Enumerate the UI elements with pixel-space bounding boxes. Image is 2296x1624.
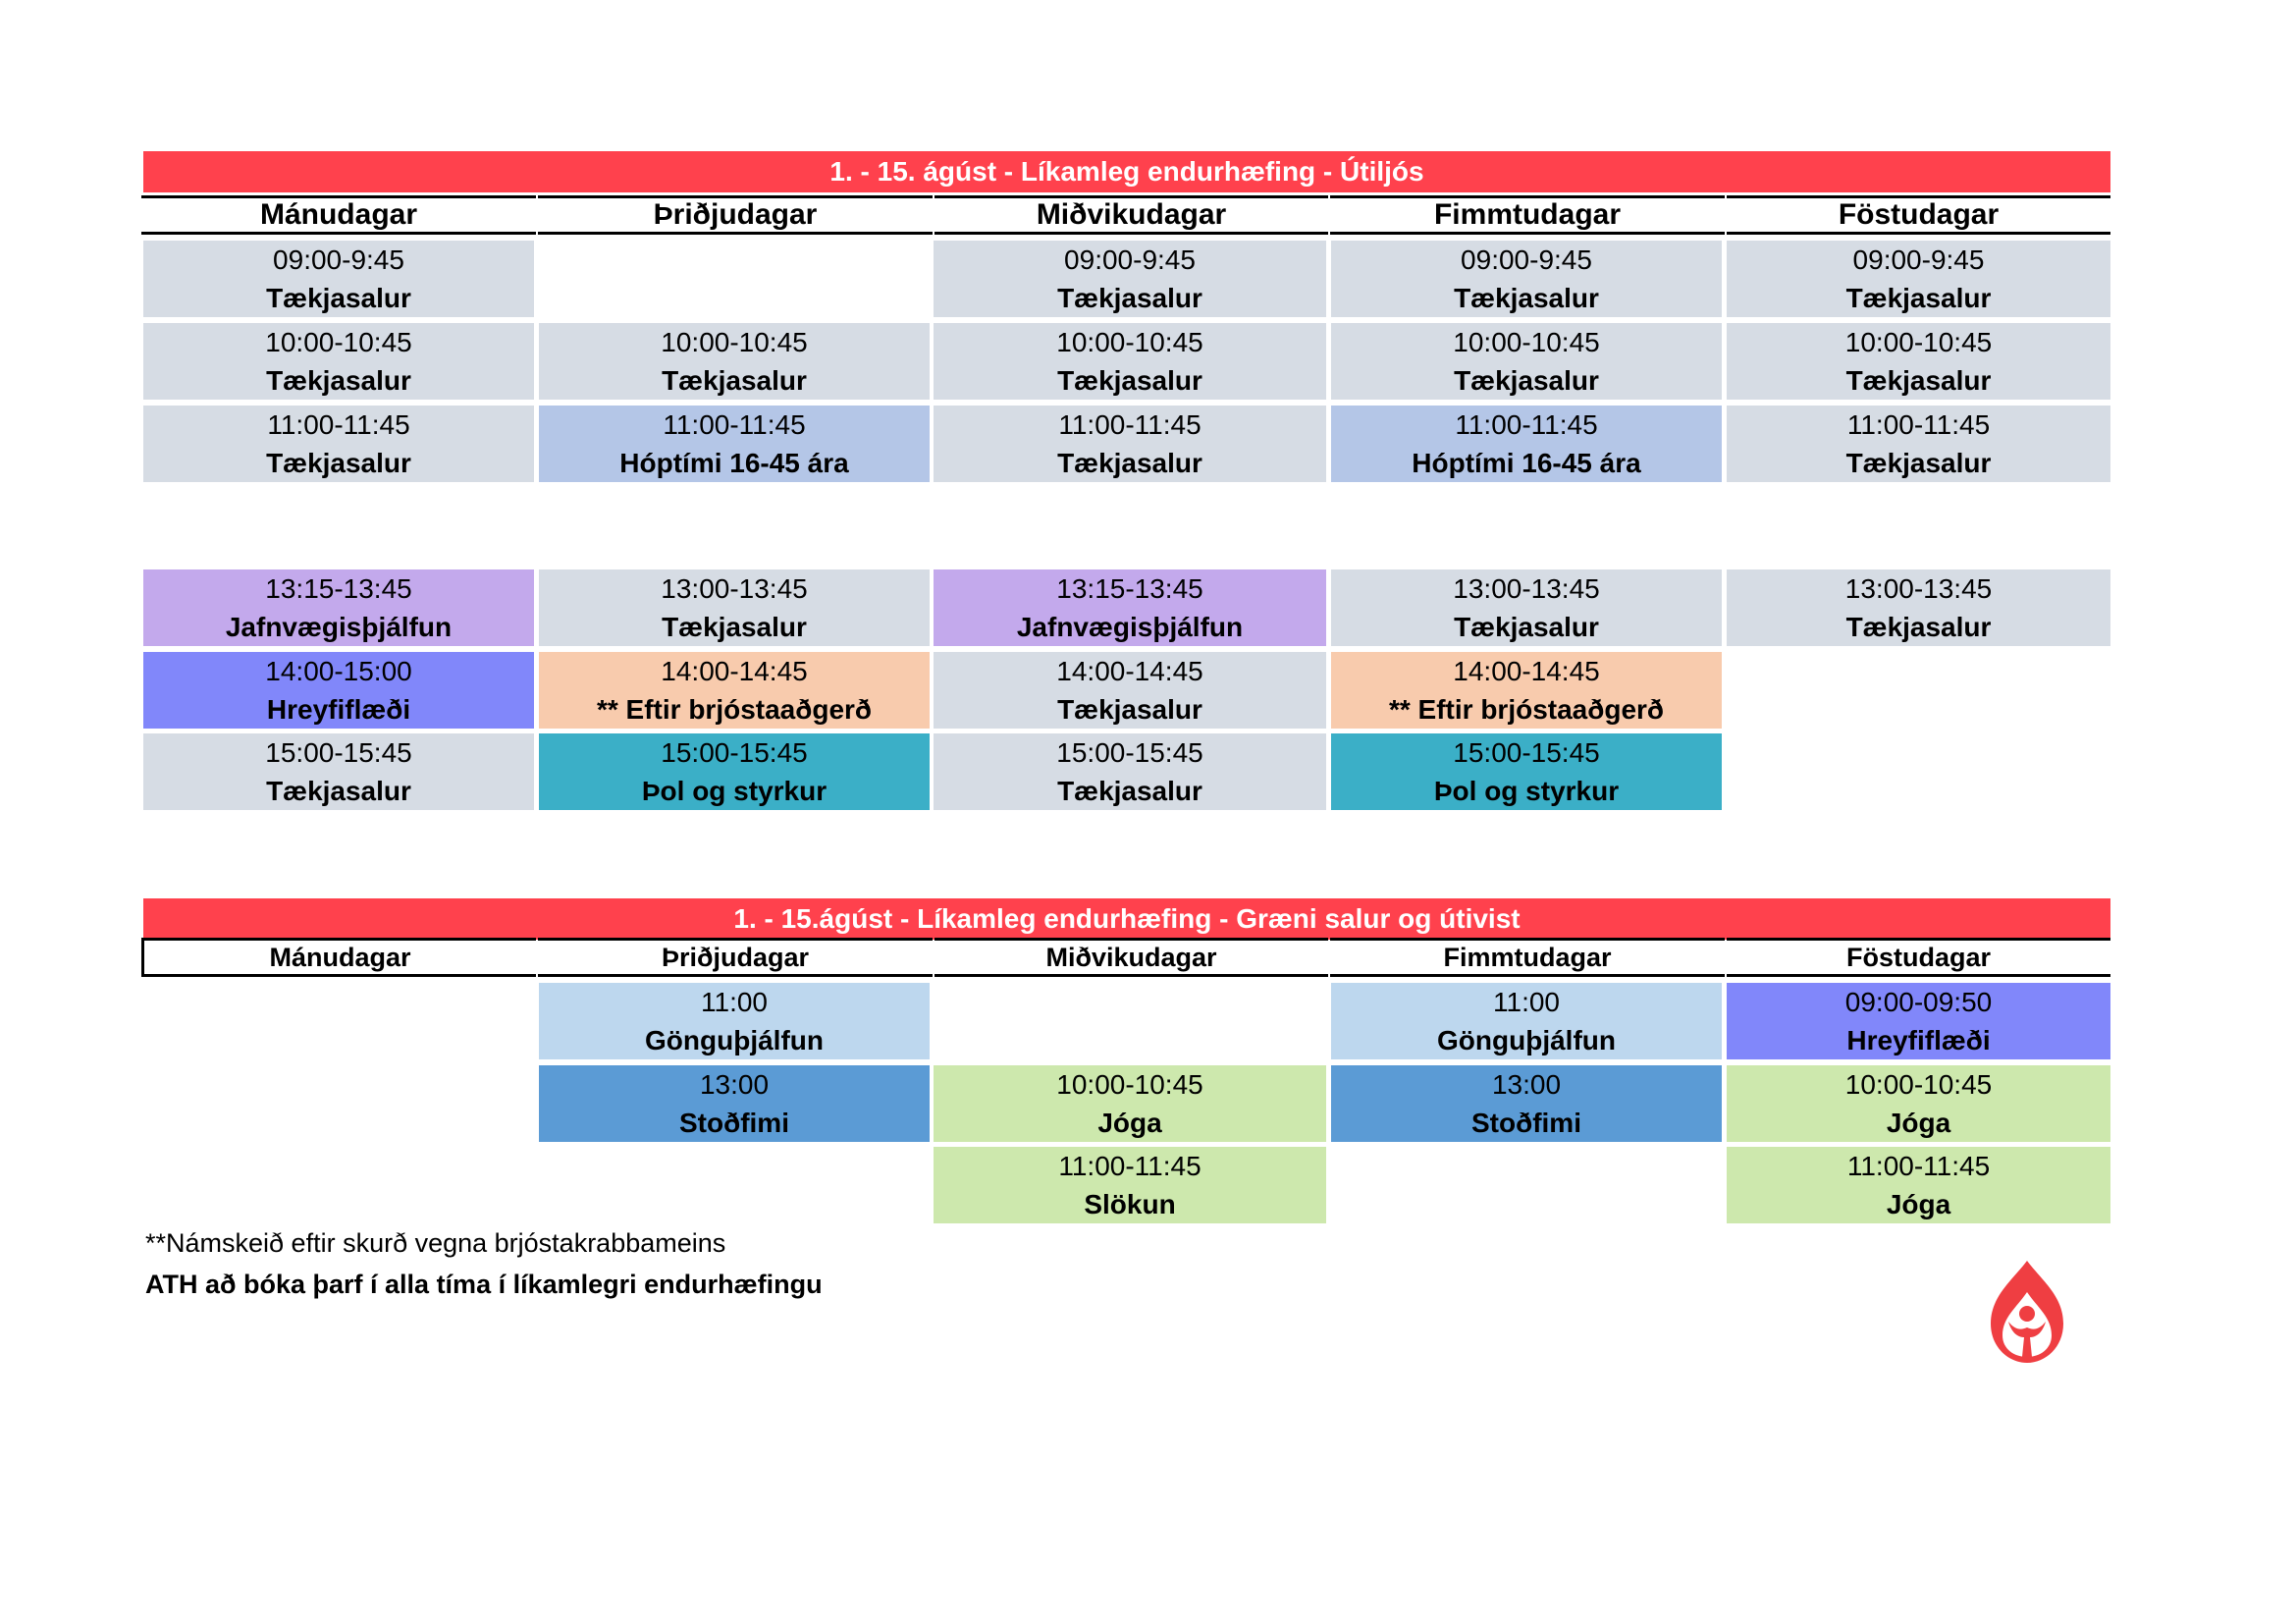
session-time: 14:00-15:00: [265, 656, 412, 686]
session-name: Jafnvægisþjálfun: [1016, 612, 1244, 642]
session-name: Tækjasalur: [662, 365, 807, 396]
s1-header-mi-vikudagar: Miðvikudagar: [934, 195, 1328, 235]
s1-header-fimmtudagar: Fimmtudagar: [1330, 195, 1725, 235]
session-time: 14:00-14:45: [661, 656, 808, 686]
s1m-session-ri-judagar-hoptimi-16-45-ara: [539, 406, 930, 482]
session-name: Tækjasalur: [1057, 776, 1202, 806]
s1m-session-manudagar-t-kjasalur: [143, 406, 534, 482]
s1a-session-mi-vikudagar-jafnv-gis-jalfun: [934, 569, 1326, 646]
s2-session-fostudagar-joga: [1727, 1065, 2110, 1142]
s1m-session-fimmtudagar-t-kjasalur: [1331, 241, 1722, 317]
session-name: Tækjasalur: [1845, 365, 1992, 396]
session-name: Tækjasalur: [266, 283, 411, 313]
session-time: 11:00-11:45: [1846, 1151, 1991, 1181]
s1m-session-fostudagar-t-kjasalur: [1727, 323, 2110, 400]
s2-session-fimmtudagar-gongu-jalfun: [1331, 983, 1722, 1059]
session-name: Þol og styrkur: [1433, 776, 1620, 806]
s2-session-ri-judagar-gongu-jalfun: [539, 983, 930, 1059]
s2-session-mi-vikudagar-slokun: [934, 1147, 1326, 1223]
s1a-session-mi-vikudagar-t-kjasalur: [934, 652, 1326, 729]
session-time: 11:00-11:45: [663, 409, 806, 440]
session-time: 15:00-15:45: [1056, 737, 1203, 768]
session-name: Tækjasalur: [1057, 365, 1202, 396]
booking-note: ATH að bóka þarf í alla tíma í líkamlegri endurhæfingu: [145, 1270, 823, 1299]
session-name: Hóptími 16-45 ára: [619, 448, 849, 478]
session-time: 10:00-10:45: [1056, 327, 1203, 357]
s2-session-ri-judagar-sto-fimi: [539, 1065, 930, 1142]
s1m-session-manudagar-t-kjasalur: [143, 241, 534, 317]
session-time: 10:00-10:45: [661, 327, 808, 357]
session-time: 09:00-9:45: [1064, 244, 1196, 275]
session-name: Jóga: [1886, 1108, 1951, 1138]
session-time: 11:00-11:45: [1058, 1151, 1201, 1181]
s1-header-ri-judagar: Þriðjudagar: [538, 195, 933, 235]
s2-header-fimmtudagar: Fimmtudagar: [1330, 938, 1725, 977]
session-name: Jóga: [1886, 1189, 1951, 1219]
session-time: 10:00-10:45: [1844, 327, 1993, 357]
session-time: 13:15-13:45: [1056, 573, 1203, 604]
s1m-session-ri-judagar-t-kjasalur: [539, 323, 930, 400]
s2-header-fostudagar: Föstudagar: [1727, 938, 2110, 977]
footnote: **Námskeið eftir skurð vegna brjóstakrabbameins: [145, 1228, 726, 1258]
s1a-session-ri-judagar-t-kjasalur: [539, 569, 930, 646]
session-name: Hóptími 16-45 ára: [1412, 448, 1641, 478]
session-name: Tækjasalur: [266, 448, 411, 478]
session-name: Gönguþjálfun: [645, 1025, 824, 1056]
session-time: 10:00-10:45: [265, 327, 412, 357]
s1m-session-mi-vikudagar-t-kjasalur: [934, 406, 1326, 482]
s2-session-fostudagar-joga: [1727, 1147, 2110, 1223]
s1a-session-ri-judagar-ol-og-styrkur: [539, 733, 930, 810]
session-name: Tækjasalur: [1454, 283, 1599, 313]
session-time: 15:00-15:45: [661, 737, 808, 768]
flame-person-icon: [1973, 1259, 2081, 1367]
session-name: Stoðfimi: [679, 1108, 789, 1138]
session-time: 11:00-11:45: [1058, 409, 1201, 440]
session-name: Tækjasalur: [1845, 283, 1992, 313]
s1a-session-ri-judagar-eftir-brjostaa-ger: [539, 652, 930, 729]
session-name: Þol og styrkur: [641, 776, 828, 806]
session-name: Gönguþjálfun: [1437, 1025, 1616, 1056]
session-name: Jafnvægisþjálfun: [225, 612, 453, 642]
s1m-session-mi-vikudagar-t-kjasalur: [934, 323, 1326, 400]
schedule2-title: 1. - 15.ágúst - Líkamleg endurhæfing - Græni salur og útivist: [143, 898, 2110, 940]
session-name: Tækjasalur: [266, 776, 411, 806]
session-time: 11:00-11:45: [1846, 409, 1991, 440]
session-time: 13:15-13:45: [265, 573, 412, 604]
session-name: Stoðfimi: [1471, 1108, 1581, 1138]
s1a-session-mi-vikudagar-t-kjasalur: [934, 733, 1326, 810]
session-time: 15:00-15:45: [265, 737, 412, 768]
s1m-session-manudagar-t-kjasalur: [143, 323, 534, 400]
s1a-session-fimmtudagar-eftir-brjostaa-ger: [1331, 652, 1722, 729]
session-time: 09:00-09:50: [1844, 987, 1993, 1017]
schedule1-title: 1. - 15. ágúst - Líkamleg endurhæfing - Útiljós: [143, 151, 2110, 192]
session-name: Tækjasalur: [266, 365, 411, 396]
s2-session-fostudagar-hreyfifl-i: [1727, 983, 2110, 1059]
s2-header-ri-judagar: Þriðjudagar: [538, 938, 933, 977]
session-time: 11:00-11:45: [1455, 409, 1598, 440]
session-time: 11:00: [1493, 987, 1560, 1017]
session-time: 10:00-10:45: [1056, 1069, 1203, 1100]
s2-session-fimmtudagar-sto-fimi: [1331, 1065, 1722, 1142]
s1m-session-fimmtudagar-hoptimi-16-45-ara: [1331, 406, 1722, 482]
session-name: ** Eftir brjóstaaðgerð: [1388, 694, 1665, 725]
session-name: Tækjasalur: [1845, 448, 1992, 478]
s1m-session-fimmtudagar-t-kjasalur: [1331, 323, 1722, 400]
session-name: Jóga: [1097, 1108, 1162, 1138]
session-time: 09:00-9:45: [1461, 244, 1592, 275]
s1a-session-manudagar-jafnv-gis-jalfun: [143, 569, 534, 646]
session-name: Hreyfiflæði: [1846, 1025, 1991, 1056]
session-name: Tækjasalur: [662, 612, 807, 642]
session-time: 13:00-13:45: [661, 573, 808, 604]
s1a-session-manudagar-t-kjasalur: [143, 733, 534, 810]
session-time: 13:00-13:45: [1453, 573, 1600, 604]
s1-header-manudagar: Mánudagar: [141, 195, 536, 235]
session-time: 10:00-10:45: [1844, 1069, 1993, 1100]
session-name: Tækjasalur: [1454, 365, 1599, 396]
s2-session-mi-vikudagar-joga: [934, 1065, 1326, 1142]
session-time: 15:00-15:45: [1453, 737, 1600, 768]
s1m-session-mi-vikudagar-t-kjasalur: [934, 241, 1326, 317]
session-time: 11:00-11:45: [267, 409, 410, 440]
session-name: ** Eftir brjóstaaðgerð: [596, 694, 873, 725]
s1a-session-manudagar-hreyfifl-i: [143, 652, 534, 729]
session-time: 14:00-14:45: [1453, 656, 1600, 686]
session-name: Tækjasalur: [1057, 448, 1202, 478]
session-name: Tækjasalur: [1454, 612, 1599, 642]
session-time: 10:00-10:45: [1453, 327, 1600, 357]
s1m-session-fostudagar-t-kjasalur: [1727, 241, 2110, 317]
session-time: 13:00: [1491, 1069, 1562, 1100]
s1m-session-fostudagar-t-kjasalur: [1727, 406, 2110, 482]
session-time: 09:00-9:45: [1852, 244, 1985, 275]
session-name: Tækjasalur: [1057, 283, 1202, 313]
s1-header-fostudagar: Föstudagar: [1727, 195, 2110, 235]
session-name: Slökun: [1084, 1189, 1176, 1219]
session-time: 09:00-9:45: [273, 244, 404, 275]
s1a-session-fimmtudagar-t-kjasalur: [1331, 569, 1722, 646]
session-time: 11:00: [701, 987, 768, 1017]
session-name: Hreyfiflæði: [266, 694, 411, 725]
s2-header-mi-vikudagar: Miðvikudagar: [934, 938, 1328, 977]
session-time: 13:00-13:45: [1844, 573, 1993, 604]
session-time: 13:00: [699, 1069, 770, 1100]
s2-header-manudagar: Mánudagar: [141, 938, 536, 977]
session-name: Tækjasalur: [1057, 694, 1202, 725]
session-name: Tækjasalur: [1845, 612, 1992, 642]
s1a-session-fostudagar-t-kjasalur: [1727, 569, 2110, 646]
session-time: 14:00-14:45: [1056, 656, 1203, 686]
s1a-session-fimmtudagar-ol-og-styrkur: [1331, 733, 1722, 810]
